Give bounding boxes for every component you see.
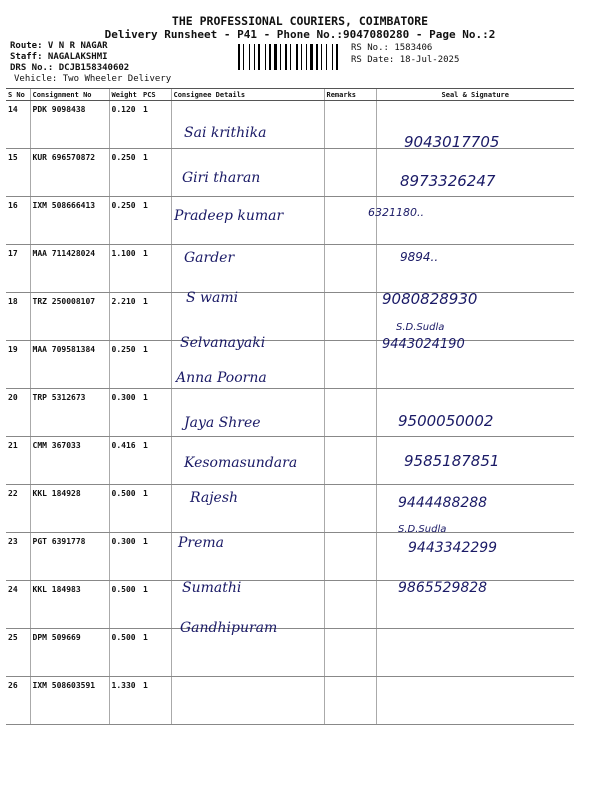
barcode-gap (308, 44, 309, 70)
handwritten-consignee: Jaya Shree (184, 415, 261, 431)
weight-cell: 0.500 (109, 629, 141, 677)
barcode-bar (269, 44, 271, 70)
col-sno: S No (6, 89, 30, 101)
barcode-bar (332, 44, 333, 70)
runsheet-title: Delivery Runsheet - P41 - Phone No.:9047080280 - Page No.:2 (104, 28, 496, 41)
weight-cell: 0.250 (109, 149, 141, 197)
handwritten-phone: 8973326247 (400, 172, 496, 190)
pcs-cell: 1 (141, 293, 171, 341)
barcode-bar (336, 44, 338, 70)
consignment-cell: DPM 509669 (30, 629, 109, 677)
consignment-cell: TRP 5312673 (30, 389, 109, 437)
remarks-cell (324, 149, 376, 197)
barcode-gap (328, 44, 331, 70)
handwritten-consignee: Sumathi (182, 580, 242, 596)
sno-cell: 15 (6, 149, 30, 197)
handwritten-phone: 9500050002 (398, 412, 494, 430)
handwritten-consignee: Giri tharan (182, 170, 261, 186)
vehicle-label: Vehicle: Two Wheeler Delivery (14, 74, 172, 84)
consignment-cell: MAA 711428024 (30, 245, 109, 293)
remarks-cell (324, 389, 376, 437)
remarks-cell (324, 581, 376, 629)
sno-cell: 16 (6, 197, 30, 245)
sno-cell: 25 (6, 629, 30, 677)
handwritten-phone: 9865529828 (398, 580, 488, 596)
weight-cell: 0.300 (109, 533, 141, 581)
table-row (6, 341, 574, 389)
barcode-gap (303, 44, 305, 70)
barcode (238, 44, 346, 70)
drs-number: DRS No.: DCJB158340602 (10, 63, 130, 73)
table-row (6, 581, 574, 629)
barcode-gap (288, 44, 289, 70)
pcs-cell: 1 (141, 677, 171, 725)
handwritten-phone: 9894.. (400, 250, 439, 264)
pcs-cell: 1 (141, 149, 171, 197)
consignee-cell (171, 677, 324, 725)
table-row (6, 245, 574, 293)
pcs-cell: 1 (141, 389, 171, 437)
col-consignment: Consignment No (30, 89, 109, 101)
sno-cell: 26 (6, 677, 30, 725)
consignment-cell: IXM 508666413 (30, 197, 109, 245)
handwritten-consignee: Pradeep kumar (174, 208, 284, 224)
sno-cell: 20 (6, 389, 30, 437)
barcode-gap (314, 44, 315, 70)
weight-cell: 0.250 (109, 341, 141, 389)
pcs-cell: 1 (141, 437, 171, 485)
barcode-gap (339, 44, 340, 70)
table-row (6, 629, 574, 677)
barcode-gap (261, 44, 264, 70)
pcs-cell: 1 (141, 341, 171, 389)
remarks-cell (324, 437, 376, 485)
consignment-cell: KUR 696570872 (30, 149, 109, 197)
weight-cell: 1.330 (109, 677, 141, 725)
sno-cell: 24 (6, 581, 30, 629)
handwritten-consignee: Kesomasundara (184, 455, 298, 471)
company-title: THE PROFESSIONAL COURIERS, COIMBATORE (171, 14, 429, 28)
handwritten-phone: 9443342299 (408, 540, 498, 556)
sno-cell: 23 (6, 533, 30, 581)
signature-cell (376, 677, 574, 725)
barcode-bar (280, 44, 281, 70)
barcode-gap (272, 44, 273, 70)
sno-cell: 21 (6, 437, 30, 485)
table-row (6, 293, 574, 341)
handwritten-consignee: S wami (186, 290, 239, 306)
pcs-cell: 1 (141, 101, 171, 149)
barcode-bar (310, 44, 313, 70)
col-consignee: Consignee Details (171, 89, 324, 101)
weight-cell: 2.210 (109, 293, 141, 341)
table-row (6, 677, 574, 725)
pcs-cell: 1 (141, 581, 171, 629)
weight-cell: 0.250 (109, 197, 141, 245)
handwritten-stamp: S.D.Sudla (396, 322, 445, 333)
handwritten-consignee: Garder (184, 250, 235, 266)
table-header-row (6, 89, 574, 101)
pcs-cell: 1 (141, 245, 171, 293)
barcode-bar (249, 44, 250, 70)
handwritten-consignee: Selvanayaki (180, 335, 266, 351)
col-weight: Weight (109, 89, 141, 101)
consignment-cell: IXM 508603591 (30, 677, 109, 725)
rs-number: RS No.: 1583406 (351, 43, 433, 53)
pcs-cell: 1 (141, 485, 171, 533)
consignment-cell: KKL 184928 (30, 485, 109, 533)
handwritten-phone: 9444488288 (398, 495, 488, 511)
barcode-bar (254, 44, 255, 70)
handwritten-phone: 9443024190 (382, 337, 465, 352)
col-pcs: PCS (141, 89, 171, 101)
remarks-cell (324, 293, 376, 341)
weight-cell: 0.500 (109, 485, 141, 533)
consignment-cell: PDK 9098438 (30, 101, 109, 149)
consignment-cell: KKL 184983 (30, 581, 109, 629)
weight-cell: 0.416 (109, 437, 141, 485)
barcode-gap (323, 44, 325, 70)
remarks-cell (324, 101, 376, 149)
handwritten-consignee: Rajesh (190, 490, 239, 506)
rs-date: RS Date: 18-Jul-2025 (351, 55, 460, 65)
sno-cell: 14 (6, 101, 30, 149)
barcode-bar (265, 44, 266, 70)
barcode-bar (274, 44, 277, 70)
barcode-bar (306, 44, 307, 70)
pcs-cell: 1 (141, 629, 171, 677)
handwritten-phone: 9585187851 (404, 452, 500, 470)
sno-cell: 19 (6, 341, 30, 389)
remarks-cell (324, 533, 376, 581)
barcode-gap (251, 44, 253, 70)
barcode-bar (301, 44, 302, 70)
col-signature: Seal & Signature (376, 89, 574, 101)
handwritten-consignee: Prema (178, 535, 225, 551)
consignment-cell: MAA 709581384 (30, 341, 109, 389)
pcs-cell: 1 (141, 197, 171, 245)
consignment-cell: PGT 6391778 (30, 533, 109, 581)
barcode-bar (258, 44, 260, 70)
barcode-gap (241, 44, 242, 70)
weight-cell: 0.120 (109, 101, 141, 149)
remarks-cell (324, 629, 376, 677)
barcode-gap (256, 44, 257, 70)
consignment-cell: TRZ 250008107 (30, 293, 109, 341)
sno-cell: 17 (6, 245, 30, 293)
barcode-bar (296, 44, 298, 70)
barcode-gap (282, 44, 284, 70)
barcode-gap (292, 44, 295, 70)
handwritten-phone: 6321180.. (368, 206, 424, 219)
barcode-bar (238, 44, 240, 70)
barcode-bar (290, 44, 291, 70)
signature-cell (376, 197, 574, 245)
handwritten-consignee: Gandhipuram (180, 620, 278, 636)
handwritten-phone: 9043017705 (404, 133, 500, 151)
barcode-bar (285, 44, 287, 70)
barcode-gap (299, 44, 300, 70)
barcode-bar (321, 44, 322, 70)
pcs-cell: 1 (141, 533, 171, 581)
remarks-cell (324, 341, 376, 389)
remarks-cell (324, 245, 376, 293)
barcode-gap (245, 44, 248, 70)
route-label: Route: V N R NAGAR (10, 41, 108, 51)
handwritten-consignee: Sai krithika (184, 125, 267, 141)
table-row (6, 485, 574, 533)
remarks-cell (324, 485, 376, 533)
sno-cell: 22 (6, 485, 30, 533)
barcode-gap (319, 44, 320, 70)
barcode-bar (243, 44, 244, 70)
barcode-bar (326, 44, 327, 70)
weight-cell: 0.300 (109, 389, 141, 437)
weight-cell: 0.500 (109, 581, 141, 629)
handwritten-phone: 9080828930 (382, 290, 478, 308)
barcode-bar (316, 44, 318, 70)
barcode-gap (334, 44, 335, 70)
handwritten-stamp: S.D.Sudla (398, 524, 447, 535)
barcode-gap (267, 44, 268, 70)
barcode-gap (278, 44, 279, 70)
consignment-cell: CMM 367033 (30, 437, 109, 485)
table-row (6, 197, 574, 245)
weight-cell: 1.100 (109, 245, 141, 293)
signature-cell (376, 629, 574, 677)
remarks-cell (324, 677, 376, 725)
remarks-cell (324, 197, 376, 245)
staff-label: Staff: NAGALAKSHMI (10, 52, 108, 62)
col-remarks: Remarks (324, 89, 376, 101)
handwritten-consignee: Anna Poorna (176, 370, 267, 386)
sno-cell: 18 (6, 293, 30, 341)
